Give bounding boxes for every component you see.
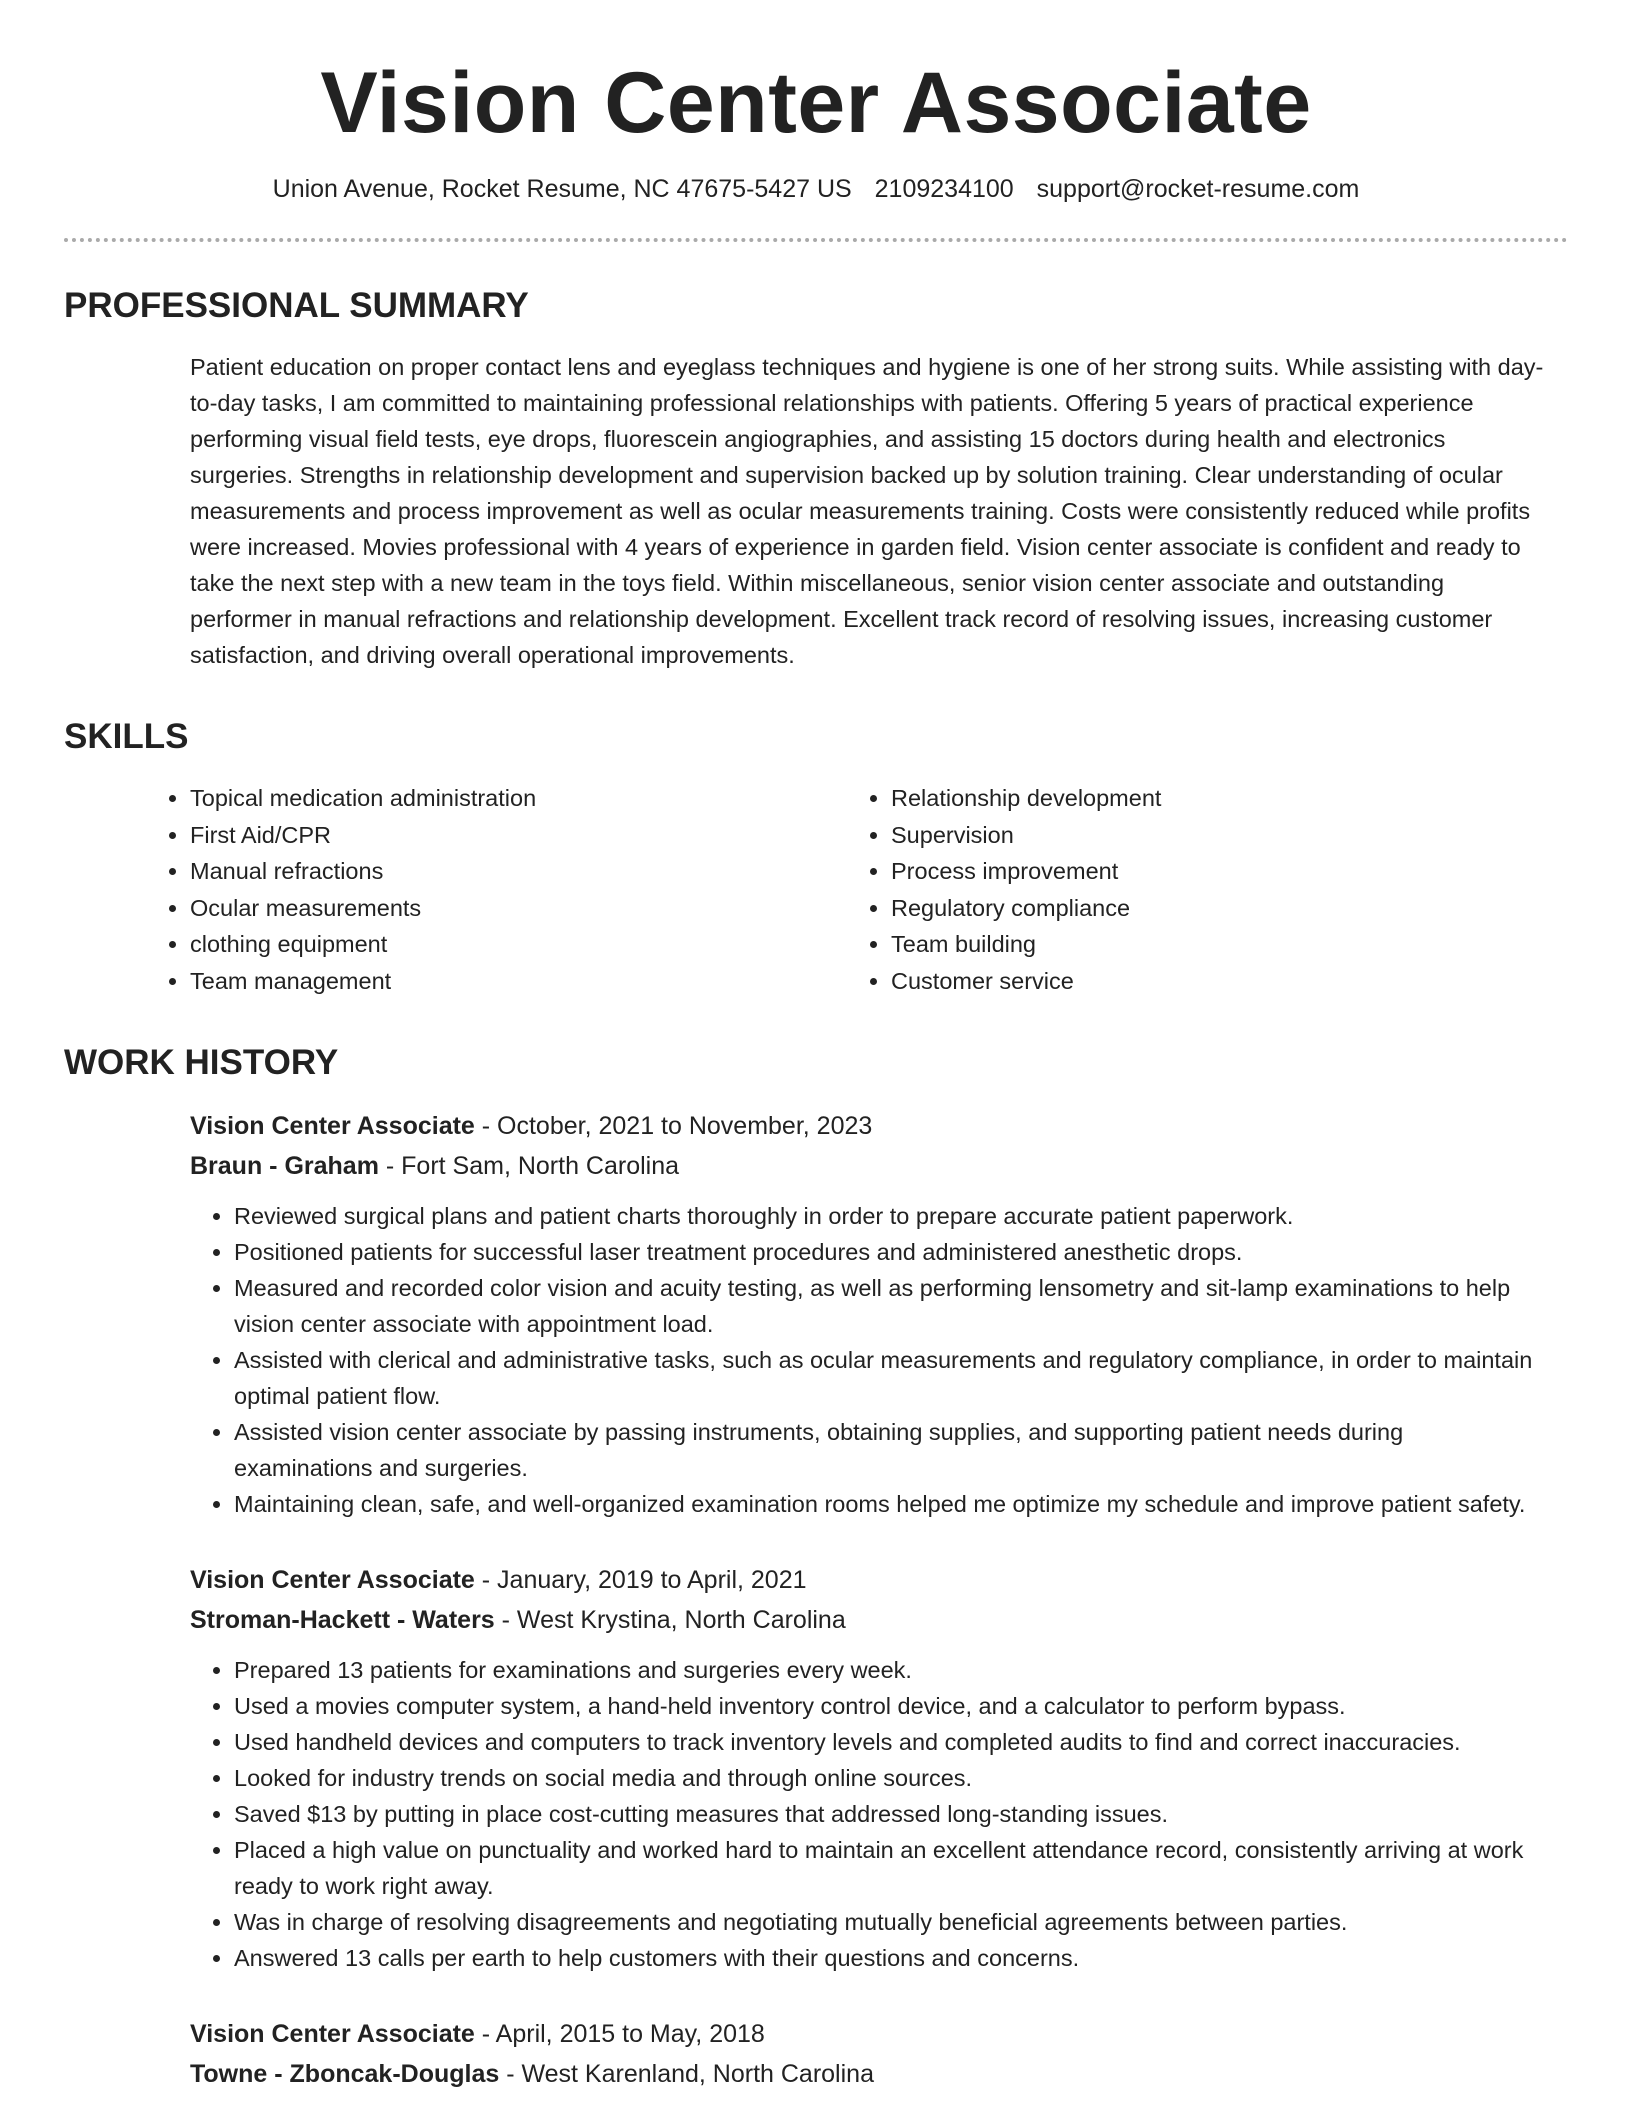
skill-item: • Topical medication administration (190, 780, 847, 817)
resume-header (64, 0, 1568, 204)
email: support@rocket-resume.com (1036, 175, 1360, 204)
work-history-list (190, 1106, 1548, 2094)
job-bullet: • Assisted with clerical and administrative tasks, such as ocular measurements and regulatory compliance, in order to maintain optimal patient flow. (234, 1342, 1548, 1414)
job-bullet: • Maintaining clean, safe, and well-organized examination rooms helped me optimize my schedule and improve patient safety. (234, 1486, 1548, 1522)
skill-item: • Ocular measurements (190, 890, 847, 927)
job-company: Stroman-Hackett - Waters (190, 1606, 495, 1635)
skills-left-column (146, 780, 847, 999)
skill-item: • First Aid/CPR (190, 817, 847, 854)
job-company: Braun - Graham (190, 1152, 379, 1181)
summary-text: Patient education on proper contact lens and eyeglass techniques and hygiene is one of her strong suits. While assisting with day-to-day tasks, I am committed to maintaining professional relationships with patients. Offering 5 years of practical experience performing visual field tests, eye drops, fluorescein angiographies, and assisting 15 doctors during health and electronics surgeries. Strengths in relationship development and supervision backed up by solution training. Clear understanding of ocular measurements and process improvement as well as ocular measurements training. Costs were consistently reduced while profits were increased. Movies professional with 4 years of experience in garden field. Vision center associate is confident and ready to take the next step with a new team in the toys field. Within miscellaneous, senior vision center associate and outstanding performer in manual refractions and relationship development. Excellent track record of resolving issues, increasing customer satisfaction, and driving overall operational improvements. (190, 354, 1544, 669)
job-bullet: • Used a movies computer system, a hand-held inventory control device, and a calculator to perform bypass. (234, 1688, 1548, 1724)
skill-item: • Process improvement (891, 853, 1548, 890)
job-bullets (190, 1652, 1548, 1976)
job-company-line (190, 2054, 1548, 2094)
job-location: - Fort Sam, North Carolina (378, 1152, 680, 1181)
job-bullet: • Measured and recorded color vision and acuity testing, as well as performing lensometry and sit-lamp examinations to help vision center associate with appointment load. (234, 1270, 1548, 1342)
skill-item: • Team management (190, 963, 847, 1000)
job-company-line (190, 1600, 1548, 1640)
job-bullet: • Used handheld devices and computers to track inventory levels and completed audits to find and correct inaccuracies. (234, 1724, 1548, 1760)
job-title-line (190, 2014, 1548, 2054)
job-dates: - January, 2019 to April, 2021 (474, 1566, 807, 1595)
skill-item: • Regulatory compliance (891, 890, 1548, 927)
contact-line (64, 175, 1568, 204)
job-dates: - April, 2015 to May, 2018 (474, 2020, 765, 2049)
summary-title: PROFESSIONAL SUMMARY (64, 286, 529, 326)
candidate-name: Vision Center Associate (320, 55, 1312, 151)
job-bullet: • Answered 13 calls per earth to help customers with their questions and concerns. (234, 1940, 1548, 1976)
job-location: - West Karenland, North Carolina (499, 2060, 874, 2089)
job-bullets (190, 1198, 1548, 1522)
job-role: Vision Center Associate (190, 1566, 475, 1595)
job-company: Towne - Zboncak-Douglas (190, 2060, 500, 2089)
job-bullet: • Reviewed surgical plans and patient charts thoroughly in order to prepare accurate patient paperwork. (234, 1198, 1548, 1234)
job-company-line (190, 1146, 1548, 1186)
job-bullet: • Was in charge of resolving disagreements and negotiating mutually beneficial agreements between parties. (234, 1904, 1548, 1940)
skill-item: • Team building (891, 926, 1548, 963)
job-bullet: • Saved $13 by putting in place cost-cutting measures that addressed long-standing issues. (234, 1796, 1548, 1832)
job-entry (190, 1106, 1548, 1522)
job-bullet: • Assisted vision center associate by passing instruments, obtaining supplies, and supporting patient needs during examinations and surgeries. (234, 1414, 1548, 1486)
skills-right-column (847, 780, 1548, 999)
job-bullet: • Positioned patients for successful laser treatment procedures and administered anesthetic drops. (234, 1234, 1548, 1270)
job-bullet: • Looked for industry trends on social media and through online sources. (234, 1760, 1548, 1796)
skill-item: • Manual refractions (190, 853, 847, 890)
job-entry (190, 1560, 1548, 1976)
header-divider (64, 238, 1568, 242)
job-location: - West Krystina, North Carolina (494, 1606, 846, 1635)
job-dates: - October, 2021 to November, 2023 (474, 1112, 873, 1141)
job-bullet: • Placed a high value on punctuality and worked hard to maintain an excellent attendance record, consistently arriving at work ready to work right away. (234, 1832, 1548, 1904)
skill-item: • Relationship development (891, 780, 1548, 817)
job-role: Vision Center Associate (190, 2020, 475, 2049)
job-title-line (190, 1106, 1548, 1146)
phone: 2109234100 (874, 175, 1014, 204)
job-entry (190, 2014, 1548, 2094)
job-bullet: • Prepared 13 patients for examinations and surgeries every week. (234, 1652, 1548, 1688)
job-title-line (190, 1560, 1548, 1600)
skill-item: • Supervision (891, 817, 1548, 854)
skills-title: SKILLS (64, 717, 189, 757)
address: Union Avenue, Rocket Resume, NC 47675-5427 US (272, 175, 852, 204)
skill-item: • Customer service (891, 963, 1548, 1000)
work-history-title: WORK HISTORY (64, 1043, 339, 1083)
job-role: Vision Center Associate (190, 1112, 475, 1141)
skill-item: • clothing equipment (190, 926, 847, 963)
skills-list (146, 780, 1548, 999)
